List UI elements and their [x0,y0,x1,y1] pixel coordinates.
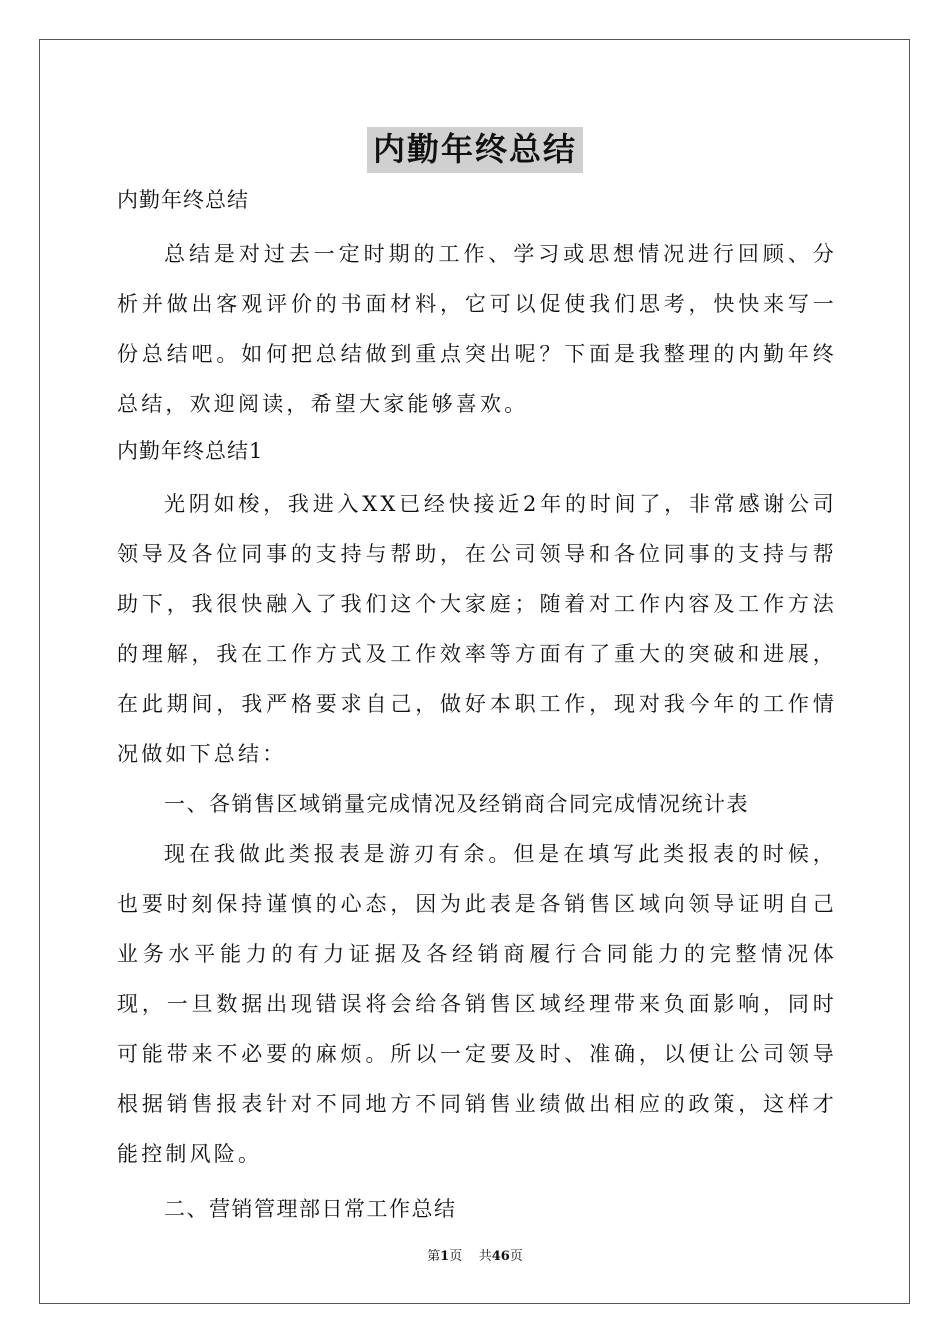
page-footer [0,1248,950,1266]
total-suffix: 页 [509,1249,523,1264]
page-prefix: 第 [427,1249,441,1264]
document-title: 内勤年终总结 [367,127,583,173]
section1-paragraph: 光阴如梭，我进入XX已经快接近2年的时间了，非常感谢公司领导及各位同事的支持与帮助，在公司领导和各位同事的支持与帮助下，我很快融入了我们这个大家庭；随着对工作内容及工作方法的理解，我在工作方式及工作效率等方面有了重大的突破和进展，在此期间，我严格要求自己，做好本职工作，现对我今年的工作情况做如下总结： [117,492,837,766]
intro-paragraph: 总结是对过去一定时期的工作、学习或思想情况进行回顾、分析并做出客观评价的书面材料，它可以促使我们思考，快快来写一份总结吧。如何把总结做到重点突出呢？下面是我整理的内勤年终总结，欢迎阅读，希望大家能够喜欢。 [117,242,837,416]
page-suffix: 页 [449,1249,463,1264]
subtitle: 内勤年终总结 [117,188,249,212]
title-area [0,127,950,173]
item1-paragraph: 现在我做此类报表是游刃有余。但是在填写此类报表的时候，也要时刻保持谨慎的心态，因为此表是各销售区域向领导证明自己业务水平能力的有力证据及各经销商履行合同能力的完整情况体现，一旦数据出现错误将会给各销售区域经理带来负面影响，同时可能带来不必要的麻烦。所以一定要及时、准确，以便让公司领导根据销售报表针对不同地方不同销售业绩做出相应的政策，这样才能控制风险。 [117,842,837,1166]
page-number: 1 [440,1249,450,1264]
item1-heading: 一、各销售区域销量完成情况及经销商合同完成情况统计表 [164,792,749,816]
total-prefix: 共 [478,1249,492,1264]
total-pages: 46 [491,1249,510,1264]
document-body [117,180,837,1234]
item2-heading: 二、营销管理部日常工作总结 [164,1197,457,1221]
section-heading: 内勤年终总结1 [117,439,264,463]
